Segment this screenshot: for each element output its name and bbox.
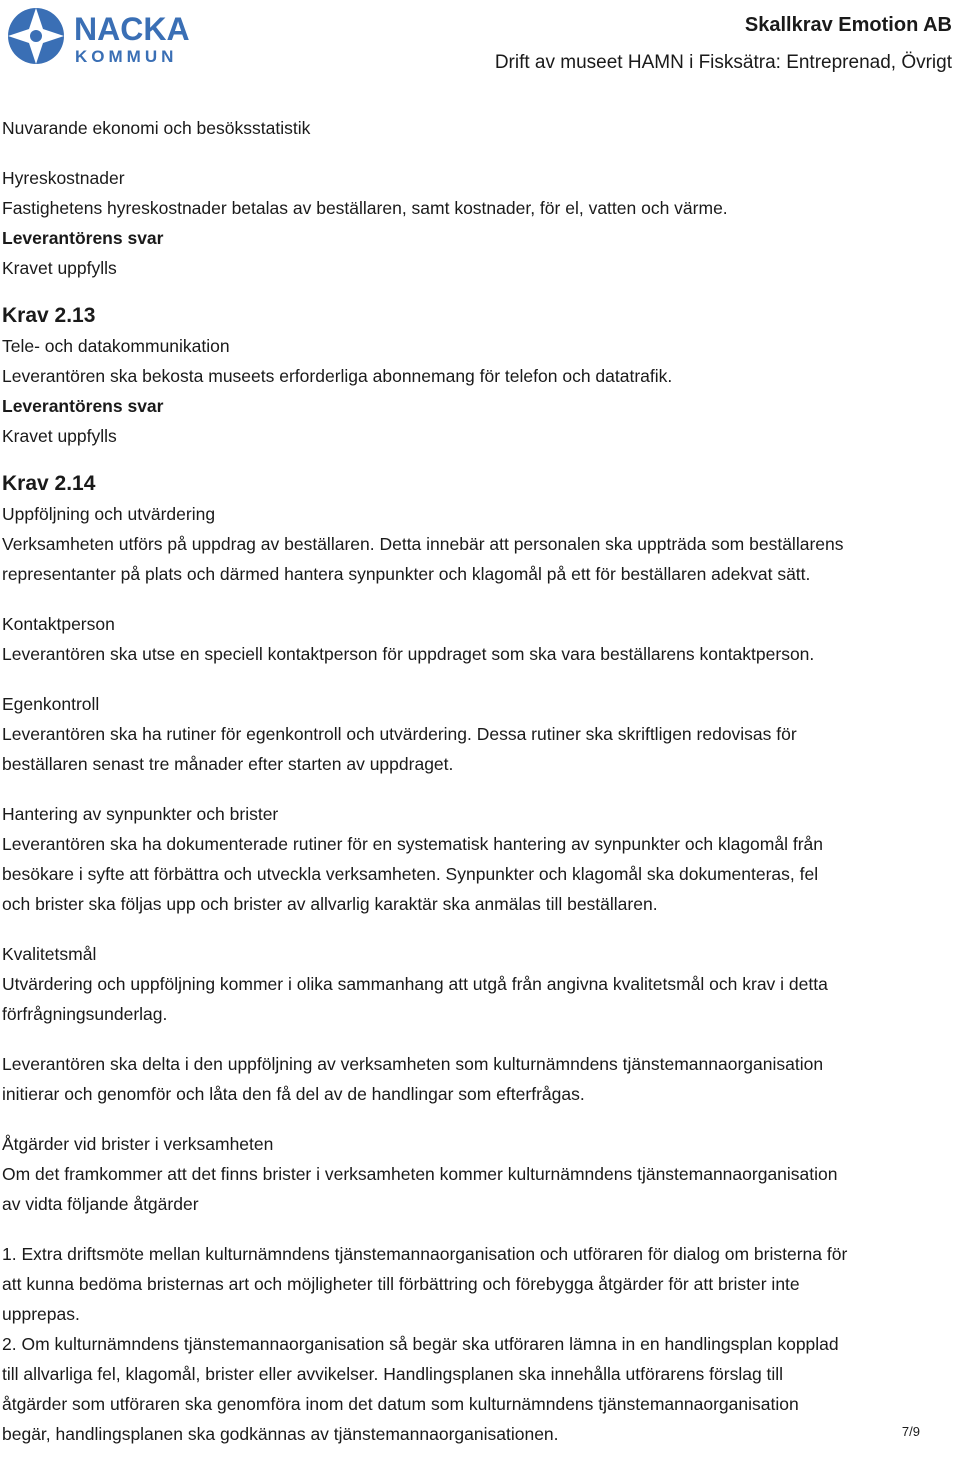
requirement-subtitle-2-13: Tele- och datakommunikation <box>2 336 230 356</box>
logo-text-nacka: NACKA <box>74 11 190 47</box>
self-control-text-line: Leverantören ska ha rutiner för egenkontroll och utvärdering. Dessa rutiner ska skriftligen redovisas för <box>2 724 797 744</box>
requirement-text-2-13: Leverantören ska bekosta museets erforderliga abonnemang för telefon och datatrafik. <box>2 366 673 386</box>
company-name: Skallkrav Emotion AB <box>744 14 952 36</box>
complaints-text-line: och brister ska följas upp och brister av allvarlig karaktär ska anmälas till beställaren. <box>2 894 658 914</box>
logo-emblem-icon <box>8 8 64 64</box>
measures-text-line: Om det framkommer att det finns brister i verksamheten kommer kulturnämndens tjänstemannaorganisation <box>2 1164 838 1184</box>
complaints-text-line: Leverantören ska ha dokumenterade rutiner för en systematisk hantering av synpunkter och klagomål från <box>2 834 824 854</box>
requirement-text-line: representanter på plats och därmed hantera synpunkter och klagomål på ett för beställaren adekvat sätt. <box>2 564 811 584</box>
supplier-answer-value: Kravet uppfylls <box>2 426 117 446</box>
logo-text-kommun: KOMMUN <box>75 47 178 66</box>
requirement-subtitle-2-14: Uppföljning och utvärdering <box>2 504 216 524</box>
measure-item-2-line: åtgärder som utföraren ska genomföra inom det datum som kulturnämndens tjänstemannaorganisation <box>2 1394 799 1414</box>
section-title-contact: Kontaktperson <box>2 614 115 634</box>
section-title-quality-goals: Kvalitetsmål <box>2 944 97 964</box>
requirement-text-line: Verksamheten utförs på uppdrag av beställaren. Detta innebär att personalen ska uppträda som beställarens <box>2 534 844 554</box>
section-title-rent: Hyreskostnader <box>2 168 125 188</box>
section-title-economy: Nuvarande ekonomi och besöksstatistik <box>2 118 311 138</box>
self-control-text-line: beställaren senast tre månader efter starten av uppdraget. <box>2 754 454 774</box>
rent-text: Fastighetens hyreskostnader betalas av beställaren, samt kostnader, för el, vatten och värme. <box>2 198 728 218</box>
supplier-answer-label: Leverantörens svar <box>2 228 164 248</box>
measure-item-2-line: 2. Om kulturnämndens tjänstemannaorganisation så begär ska utföraren lämna in en handlingsplan kopplad <box>2 1334 839 1354</box>
supplier-answer-label: Leverantörens svar <box>2 396 164 416</box>
measure-item-2-line: till allvarliga fel, klagomål, brister eller avvikelser. Handlingsplanen ska innehålla utförarens förslag till <box>2 1364 784 1384</box>
section-title-self-control: Egenkontroll <box>2 694 100 714</box>
section-title-measures: Åtgärder vid brister i verksamheten <box>2 1134 274 1154</box>
document-body <box>2 113 960 1449</box>
quality-goals-text-line: förfrågningsunderlag. <box>2 1004 168 1024</box>
measure-item-1-line: 1. Extra driftsmöte mellan kulturnämndens tjänstemannaorganisation och utföraren för dialog om bristerna för <box>2 1244 848 1264</box>
measure-item-2-line: begär, handlingsplanen ska godkännas av tjänstemannaorganisationen. <box>2 1424 559 1444</box>
contact-text: Leverantören ska utse en speciell kontaktperson för uppdraget som ska vara beställarens kontaktperson. <box>2 644 815 664</box>
follow-up-text-line: initierar och genomför och låta den få del av de handlingar som efterfrågas. <box>2 1084 585 1104</box>
requirement-title-2-14: Krav 2.14 <box>2 472 96 495</box>
document-subtitle: Drift av museet HAMN i Fisksätra: Entreprenad, Övrigt <box>494 52 952 73</box>
measures-text-line: av vidta följande åtgärder <box>2 1194 199 1214</box>
nacka-kommun-logo <box>6 4 206 68</box>
complaints-text-line: besökare i syfte att förbättra och utveckla verksamheten. Synpunkter och klagomål ska dokumenteras, fel <box>2 864 819 884</box>
measure-item-1-line: att kunna bedöma bristernas art och möjligheter till förbättring och förebygga åtgärder för att brister inte <box>2 1274 800 1294</box>
supplier-answer-value: Kravet uppfylls <box>2 258 117 278</box>
follow-up-text-line: Leverantören ska delta i den uppföljning av verksamheten som kulturnämndens tjänstemannaorganisation <box>2 1054 824 1074</box>
section-title-complaints: Hantering av synpunkter och brister <box>2 804 279 824</box>
page-number: 7/9 <box>901 1424 920 1439</box>
quality-goals-text-line: Utvärdering och uppföljning kommer i olika sammanhang att utgå från angivna kvalitetsmål och krav i detta <box>2 974 828 994</box>
requirement-title-2-13: Krav 2.13 <box>2 304 96 327</box>
measure-item-1-line: upprepas. <box>2 1304 80 1324</box>
